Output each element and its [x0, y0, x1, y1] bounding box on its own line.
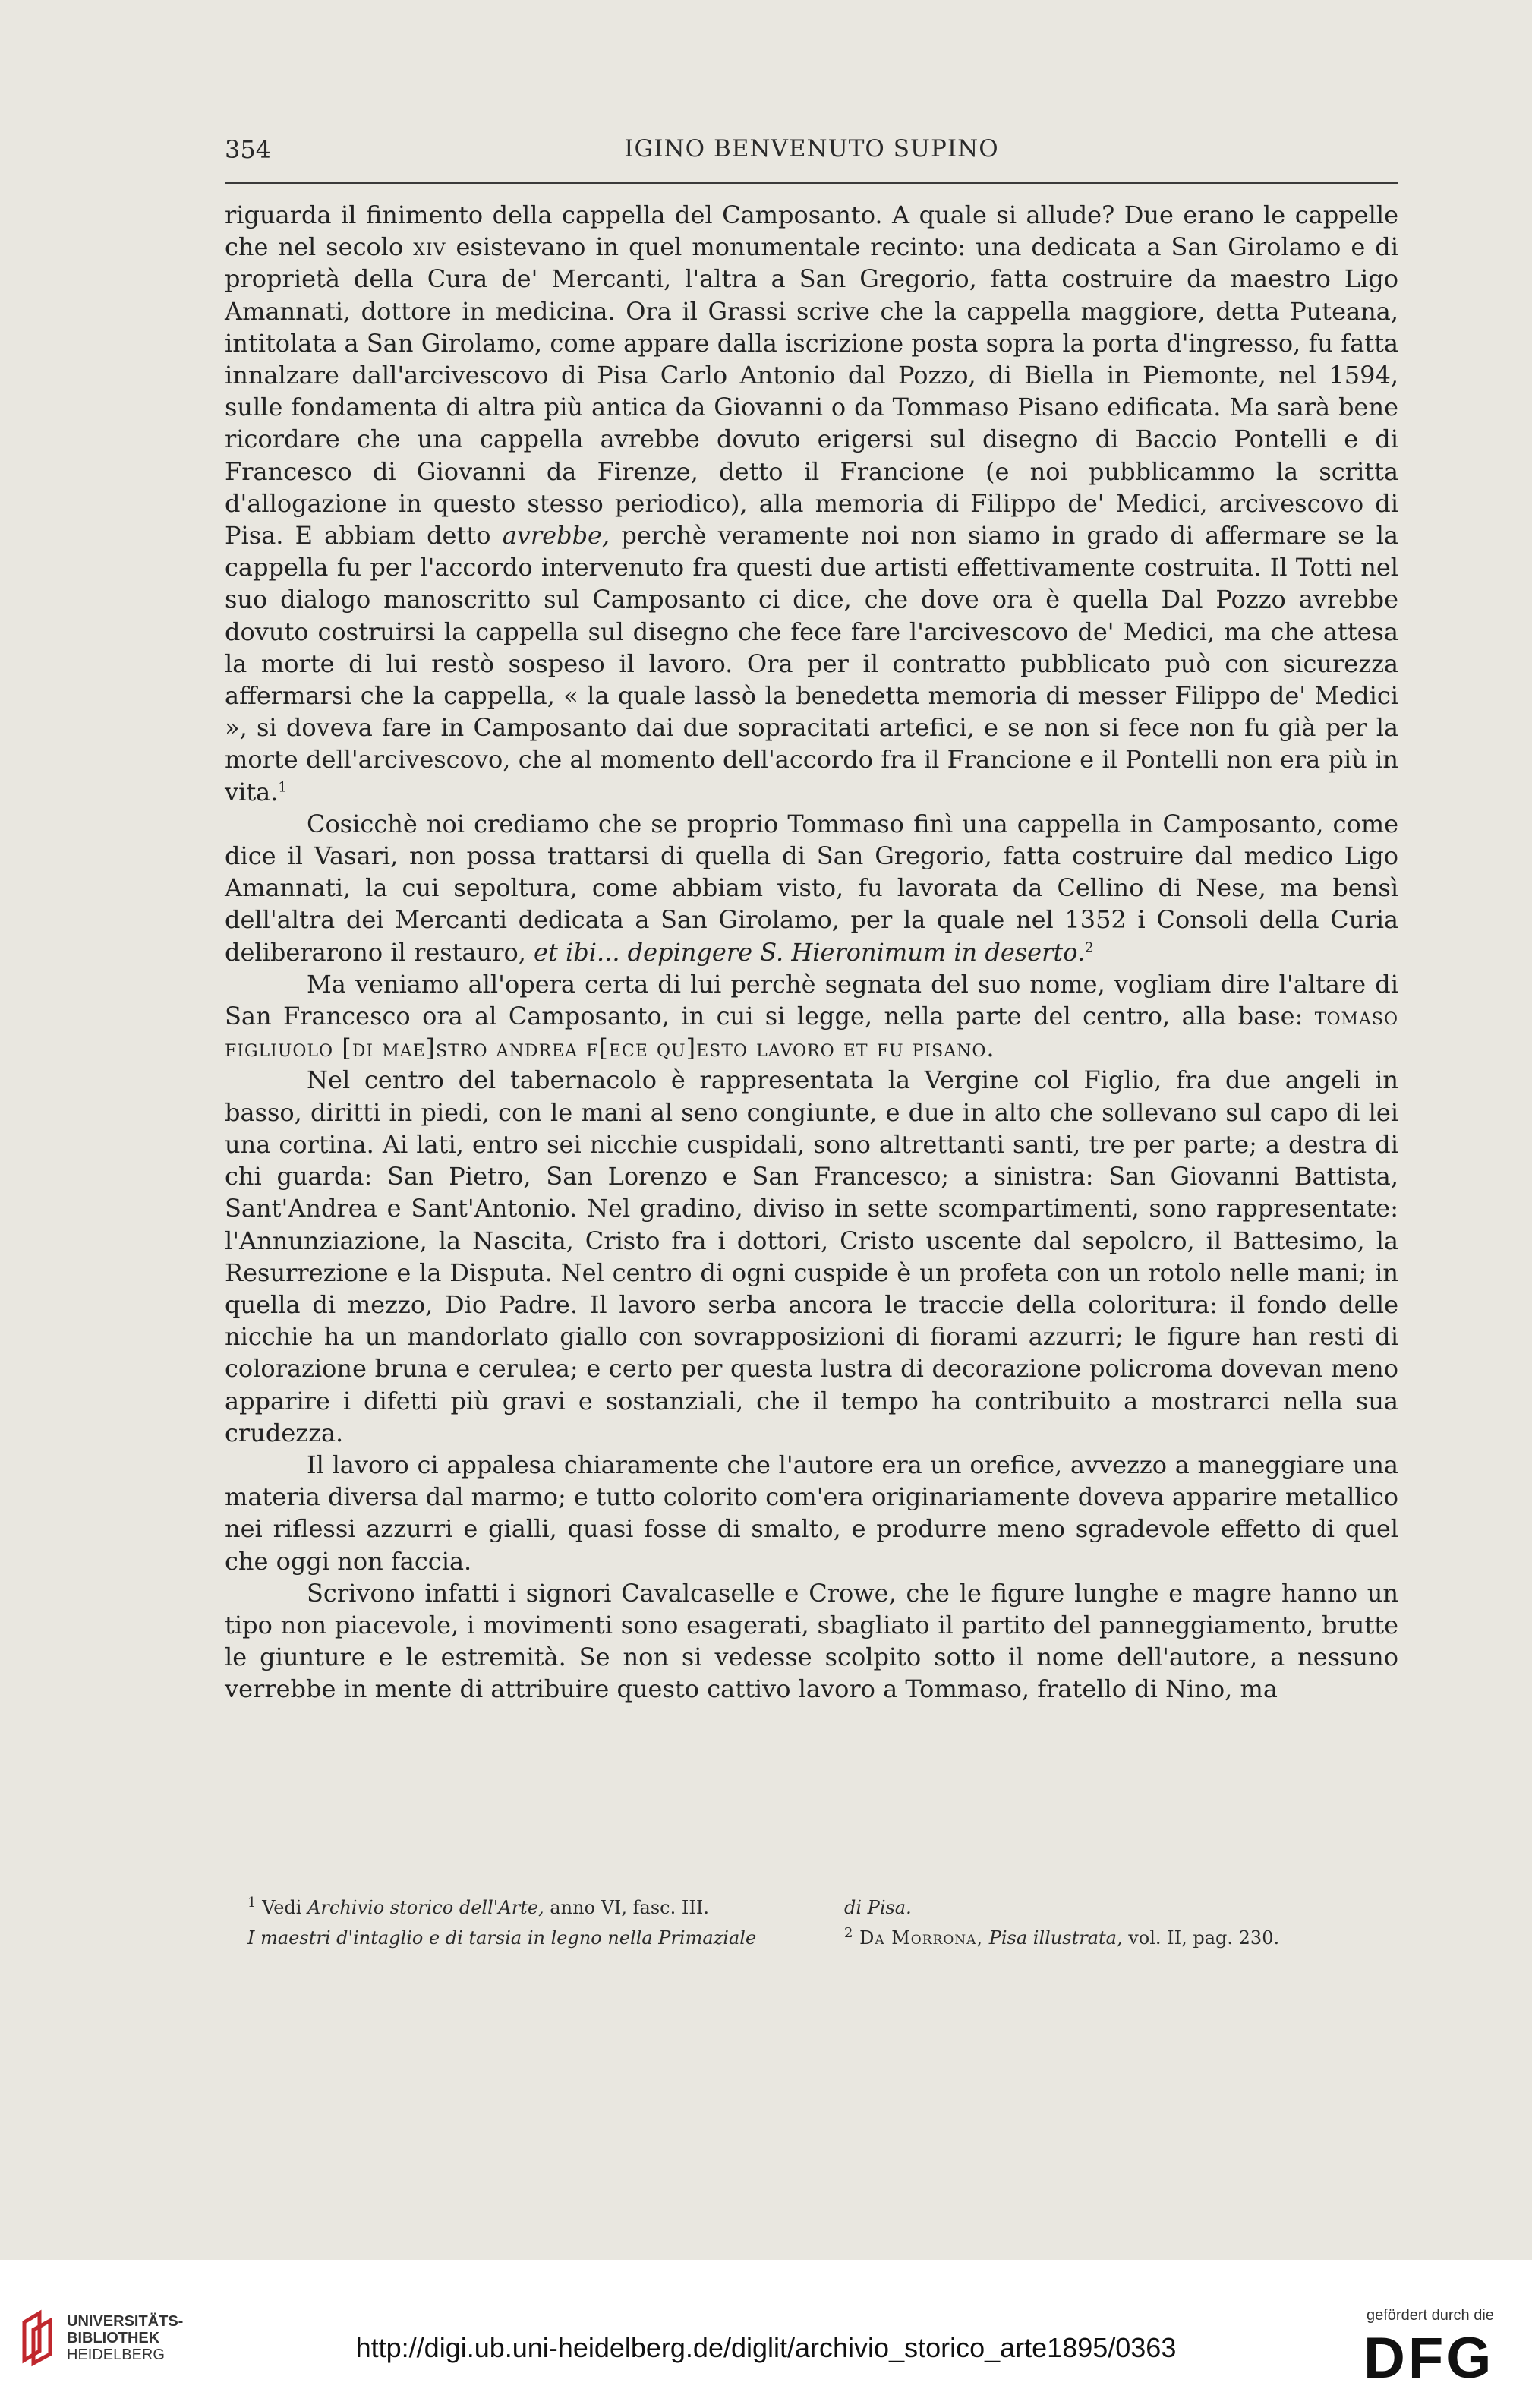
- paragraph: riguarda il finimento della cappella del Camposanto. A quale si allude? Due erano le cappelle che nel secolo xiv esistevano in quel monumentale recinto: una dedicata a San Girolamo e di proprietà della Cura de' Mercanti, l'altra a San Gregorio, fatta costruire da maestro Ligo Amannati, dottore in medicina. Ora il Grassi scrive che la cappella maggiore, detta Puteana, intitolata a San Girolamo, come appare dalla iscrizione posta sopra la porta d'ingresso, fu fatta innalzare dall'arcivescovo di Pisa Carlo Antonio dal Pozzo, di Biella in Piemonte, nel 1594, sulle fondamenta di altra più antica da Giovanni o da Tommaso Pisano edificata. Ma sarà bene ricordare che una cappella avrebbe dovuto erigersi sul disegno di Baccio Pontelli e di Francesco di Giovanni da Firenze, detto il Francione (e noi pubblicammo la scritta d'allogazione in questo stesso periodico), alla memoria di Filippo de' Medici, arcivescovo di Pisa. E abbiam detto avrebbe, perchè veramente noi non siamo in grado di affermare se la cappella fu per l'accordo intervenuto fra questi due artisti effettivamente costruita. Il Totti nel suo dialogo manoscritto sul Camposanto ci dice, che dove ora è quella Dal Pozzo avrebbe dovuto costruirsi la cappella sul disegno che fece fare l'arcivescovo de' Medici, ma che attesa la morte di lui restò sospeso il lavoro. Ora per il contratto pubblicato può con sicurezza affermarsi che la cappella, « la quale lassò la benedetta memoria di messer Filippo de' Medici », si doveva fare in Camposanto dai due sopracitati artefici, e se non si fece non fu già per la morte dell'arcivescovo, che al momento dell'accordo fra il Francione e il Pontelli non era più in vita.$^1$: [225, 200, 1399, 806]
- footnote-1-line-2: I maestri d'intaglio e di tarsia in legno nella Primaziale: [247, 1927, 757, 1949]
- dfg-logo: DFG: [1363, 2326, 1495, 2391]
- library-name: UNIVERSITÄTS- BIBLIOTHEK HEIDELBERG: [67, 2313, 184, 2363]
- funding-label: gefördert durch die: [1367, 2307, 1494, 2324]
- header-rule: [225, 182, 1398, 184]
- paragraph: Cosicchè noi crediamo che se proprio Tommaso finì una cappella in Camposanto, come dice il Vasari, non possa trattarsi di quella di San Gregorio, fatta costruire dal medico Ligo Amannati, la cui sepoltura, come abbiam visto, fu lavorata da Cellino di Nese, ma bensì dell'altra dei Mercanti dedicata a San Girolamo, per la quale nel 1352 i Consoli della Curia deliberarono il restauro, et ibi... depingere S. Hieronimum in deserto.$^2$: [225, 809, 1398, 967]
- footnote-2: [844, 1892, 1398, 1953]
- paragraph: Ma veniamo all'opera certa di lui perchè segnata del suo nome, vogliam dire l'altare di San Francesco ora al Camposanto, in cui si legge, nella parte del centro, alla base: tomaso figliuolo [di mae]stro andrea f[ece qu]esto lavoro et fu pisano.: [225, 969, 1398, 1063]
- page-number: 354: [225, 135, 272, 164]
- paragraph: Il lavoro ci appalesa chiaramente che l'autore era un orefice, avvezzo a maneggiare una materia diversa dal marmo; e tutto colorito com'era originariamente doveva apparire metallico nei riflessi azzurri e gialli, quasi fosse di smalto, e produrre meno sgradevole effetto di quel che oggi non faccia.: [225, 1450, 1398, 1576]
- paragraph: Nel centro del tabernacolo è rappresentata la Vergine col Figlio, fra due angeli in basso, diritti in piedi, con le mani al seno congiunte, e due in alto che sollevano sul capo di lei una cortina. Ai lati, entro sei nicchie cuspidali, sono altrettanti santi, tre per parte; a destra di chi guarda: San Pietro, San Lorenzo e San Francesco; a sinistra: San Giovanni Battista, Sant'Andrea e Sant'Antonio. Nel gradino, diviso in sette scompartimenti, sono rappresentate: l'Annunziazione, la Nascita, Cristo fra i dottori, Cristo uscente dal sepolcro, il Battesimo, la Resurrezione e la Disputa. Nel centro di ogni cuspide è un profeta con un rotolo nelle mani; in quella di mezzo, Dio Padre. Il lavoro serba ancora le traccie della coloritura: il fondo delle nicchie ha un mandorlato giallo con sovrapposizioni di fiorami azzurri; le figure han resti di colorazione bruna e cerulea; e certo per questa lustra di decorazione policroma dovevan meno apparire i difetti più gravi e sostanziali, che il tempo ha contribuito a mostrarci nella sua crudezza.: [225, 1065, 1398, 1447]
- footnote-2-line: $^2$ Da Morrona, Pisa illustrata, vol. II, pag. 230.: [844, 1925, 1280, 1949]
- running-head: IGINO BENVENUTO SUPINO: [624, 135, 999, 163]
- footnote-1-line-1: $^1$ Vedi Archivio storico dell'Arte, anno VI, fasc. III.: [247, 1895, 709, 1918]
- body-text: [225, 199, 1398, 1706]
- footnotes: [225, 1892, 1398, 1953]
- footnote-1-continuation: di Pisa.: [844, 1897, 912, 1918]
- page-header: [225, 135, 1398, 173]
- viewer-footer: [0, 2260, 1532, 2408]
- paragraph: Scrivono infatti i signori Cavalcaselle e Crowe, che le figure lunghe e magre hanno un tipo non piacevole, i movimenti sono esagerati, sbagliato il partito del panneggiamento, brutte le giunture e le estremità. Se non si vedesse scolpito sotto il nome dell'autore, a nessuno verrebbe in mente di attribuire questo cattivo lavoro a Tommaso, fratello di Nino, ma: [225, 1578, 1398, 1704]
- permalink-url[interactable]: http://digi.ub.uni-heidelberg.de/diglit/archivio_storico_arte1895/0363: [355, 2332, 1177, 2363]
